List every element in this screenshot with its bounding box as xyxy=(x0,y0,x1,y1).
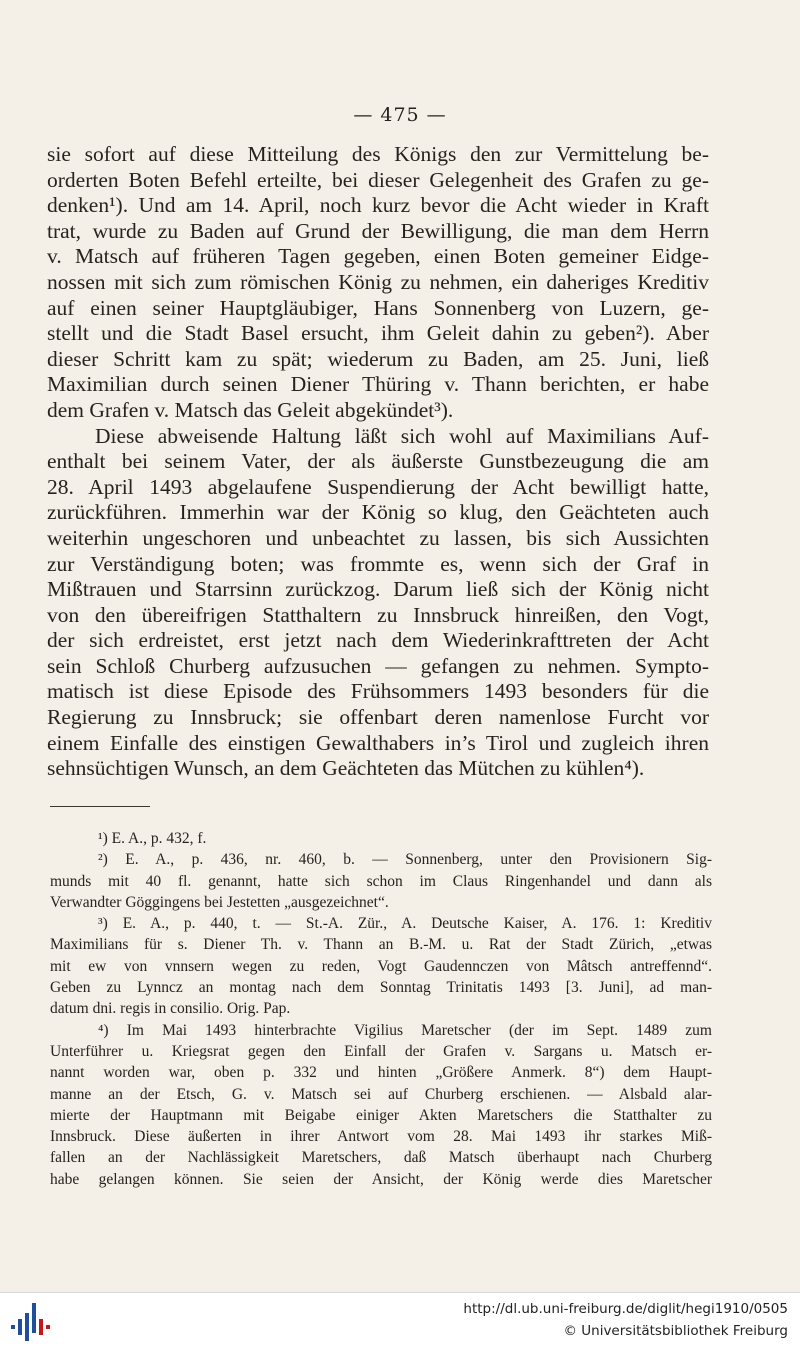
text-line: trat, wurde zu Baden auf Grund der Bewilligung, die man dem Herrn xyxy=(47,218,709,243)
footnote-line: fallen an der Nachlässigkeit Maretschers, daß Matsch überhaupt nach Churberg xyxy=(50,1149,712,1167)
footnote-divider xyxy=(50,806,150,807)
text-line: v. Matsch auf früheren Tagen gegeben, einen Boten gemeiner Eidge- xyxy=(47,244,709,269)
text-line: nossen mit sich zum römischen König zu nehmen, ein daheriges Kreditiv xyxy=(47,269,709,294)
footnote-line: manne an der Etsch, G. v. Matsch sei auf Churberg erschienen. — Alsbald alar- xyxy=(50,1085,712,1103)
text-line: 28. April 1493 abgelaufene Suspendierung der Acht bewilligt hatte, xyxy=(47,474,709,499)
text-line: auf einen seiner Hauptgläubiger, Hans Sonnenberg von Luzern, ge- xyxy=(47,295,709,320)
footnote-line: nannt worden war, oben p. 332 und hinten „Größere Anmerk. 8“) dem Haupt- xyxy=(50,1064,712,1082)
footnote-line: Verwandter Göggingens bei Jestetten „ausgezeichnet“. xyxy=(50,893,389,911)
footnote-line: Innsbruck. Diese äußerten in ihrer Antwort vom 28. Mai 1493 ihr starkes Miß- xyxy=(50,1128,712,1146)
library-logo-icon xyxy=(11,1303,51,1341)
text-line: Regierung zu Innsbruck; sie offenbart deren namenlose Furcht vor xyxy=(47,705,709,730)
footnote-line: ³) E. A., p. 440, t. — St.-A. Zür., A. Deutsche Kaiser, A. 176. 1: Kreditiv xyxy=(98,915,712,933)
copyright-notice: © Universitätsbibliothek Freiburg xyxy=(563,1323,788,1339)
text-line: matisch ist diese Episode des Frühsommers 1493 besonders für die xyxy=(47,679,709,704)
text-line: dem Grafen v. Matsch das Geleit abgekündet³). xyxy=(47,397,454,422)
viewer-footer xyxy=(0,1292,800,1350)
footnote-line: habe gelangen können. Sie seien der Ansicht, der König werde dies Maretscher xyxy=(50,1170,712,1188)
text-line: von den übereifrigen Statthaltern zu Innsbruck hinreißen, den Vogt, xyxy=(47,602,709,627)
text-line: einem Einfalle des einstigen Gewalthabers in’s Tirol und zugleich ihren xyxy=(47,730,709,755)
text-line: dieser Schritt kam zu spät; wiederum zu Baden, am 25. Juni, ließ xyxy=(47,346,709,371)
footnote-line: ⁴) Im Mai 1493 hinterbrachte Vigilius Maretscher (der im Sept. 1489 zum xyxy=(98,1021,712,1039)
text-line: weiterhin ungeschoren und unbeachtet zu lassen, bis sich Aussichten xyxy=(47,525,709,550)
footnote-line: datum dni. regis in consilio. Orig. Pap. xyxy=(50,1000,291,1018)
text-line: stellt und die Stadt Basel ersucht, ihm Geleit dahin zu geben²). Aber xyxy=(47,321,709,346)
text-line: sehnsüchtigen Wunsch, an dem Geächteten das Mütchen zu kühlen⁴). xyxy=(47,756,645,781)
text-line: denken¹). Und am 14. April, noch kurz bevor die Acht wieder in Kraft xyxy=(47,193,709,218)
footnote-line: ²) E. A., p. 436, nr. 460, b. — Sonnenberg, unter den Provisionern Sig- xyxy=(98,851,712,869)
permalink-url[interactable]: http://dl.ub.uni-freiburg.de/diglit/hegi1910/0505 xyxy=(463,1301,788,1317)
footnote-line: Unterführer u. Kriegsrat gegen den Einfall der Grafen v. Sargans u. Matsch er- xyxy=(50,1042,712,1060)
text-line: zurückführen. Immerhin war der König so klug, den Geächteten auch xyxy=(47,500,709,525)
footnote-line: mierte der Hauptmann mit Beigabe einiger Akten Maretschers die Statthalter zu xyxy=(50,1106,712,1124)
main-text xyxy=(47,142,709,782)
text-line: sein Schloß Churberg aufzusuchen — gefangen zu nehmen. Sympto- xyxy=(47,653,709,678)
footnotes xyxy=(50,828,712,1190)
text-line: Maximilian durch seinen Diener Thüring v. Thann berichten, er habe xyxy=(47,372,709,397)
text-line: Mißtrauen und Starrsinn zurückzog. Darum ließ sich der König nicht xyxy=(47,577,709,602)
footnote-line: Geben zu Lynncz an montag nach dem Sonntag Trinitatis 1493 [3. Juni], ad man- xyxy=(50,979,712,997)
text-line: enthalt bei seinem Vater, der als äußerste Gunstbezeugung die am xyxy=(47,449,709,474)
footnote-line: Maximilians für s. Diener Th. v. Thann an B.-M. u. Rat der Stadt Zürich, „etwas xyxy=(50,936,712,954)
text-line: zur Verständigung boten; was frommte es, wenn sich der Graf in xyxy=(47,551,709,576)
footnote-line: munds mit 40 fl. genannt, hatte sich schon im Claus Ringenhandel und dann als xyxy=(50,872,712,890)
footnote-line: mit ew von vnnsern wegen zu reden, Vogt Gaudennczen von Mâtsch antreffennd“. xyxy=(50,957,712,975)
text-line: sie sofort auf diese Mitteilung des Königs den zur Vermittelung be- xyxy=(47,142,709,166)
text-line: orderten Boten Befehl erteilte, bei dieser Gelegenheit des Grafen zu ge- xyxy=(47,167,709,192)
text-line: Diese abweisende Haltung läßt sich wohl auf Maximilians Auf- xyxy=(95,423,709,448)
footnote-line: ¹) E. A., p. 432, f. xyxy=(98,830,207,847)
text-line: der sich erdreistet, erst jetzt nach dem Wiederinkrafttreten der Acht xyxy=(47,628,709,653)
page-number: — 475 — xyxy=(353,104,447,126)
